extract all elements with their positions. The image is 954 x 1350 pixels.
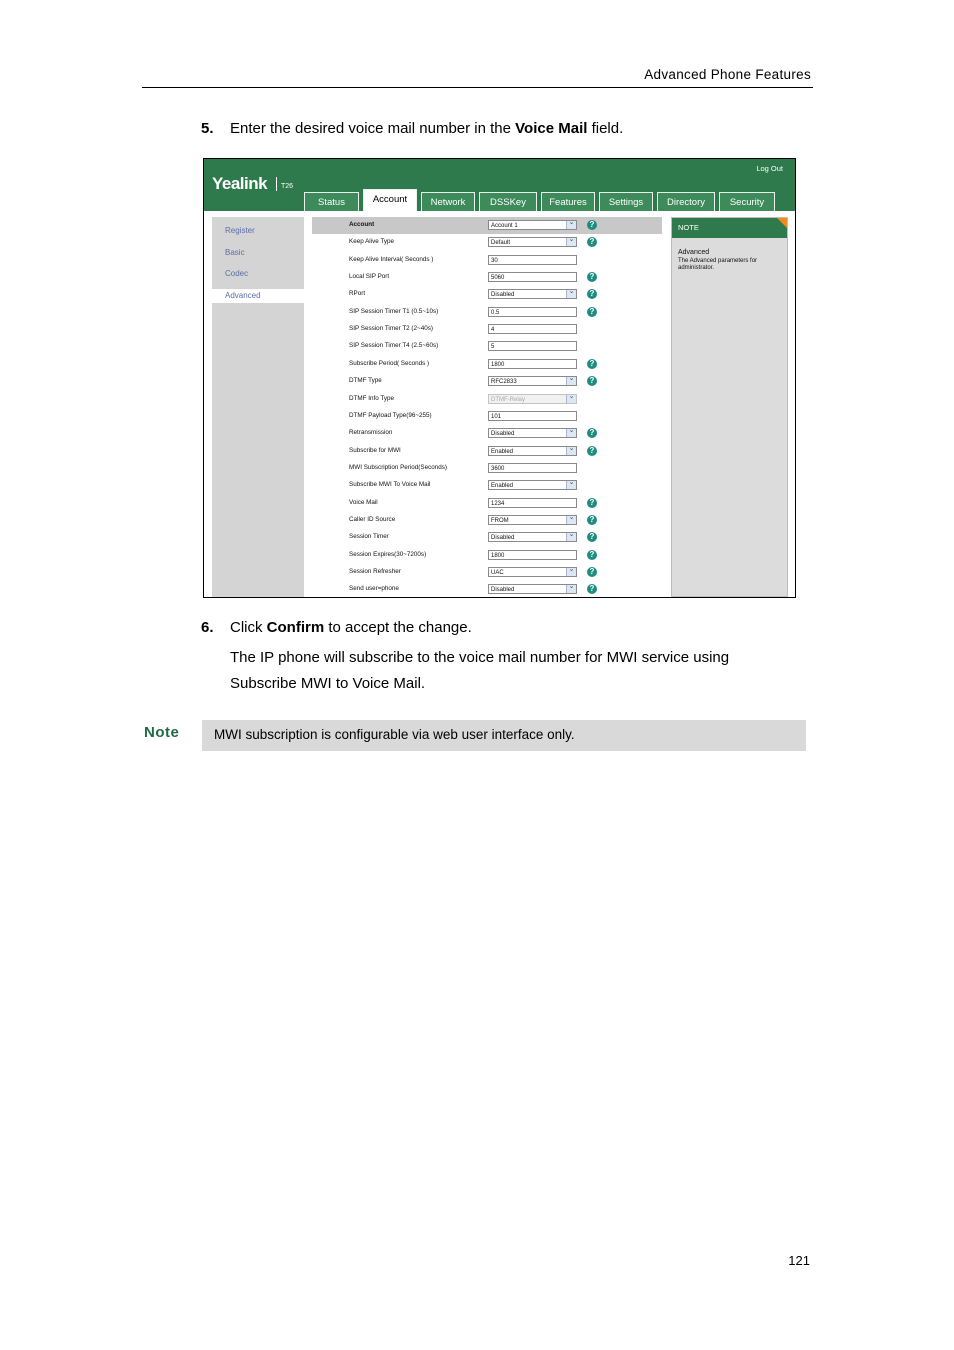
form-row [312, 252, 662, 269]
text-input[interactable]: 5 [488, 341, 577, 351]
yealink-logo: Yealink [212, 174, 268, 193]
step-5-text-after: field. [587, 120, 624, 137]
form-row-label: Subscribe for MWI [349, 446, 401, 454]
dropdown-select[interactable]: Disabled ⌄ [488, 289, 577, 299]
note-text: MWI subscription is configurable via web user interface only. [214, 727, 575, 742]
dropdown-select[interactable]: FROM ⌄ [488, 515, 577, 525]
form-row [312, 321, 662, 338]
tab-bar [304, 189, 779, 211]
form-row [312, 304, 662, 321]
help-icon[interactable]: ? [587, 550, 597, 560]
model-label: T26 [276, 177, 293, 191]
form-row [312, 286, 662, 303]
note-panel-heading: Advanced [678, 249, 710, 256]
form-row-label: Send user=phone [349, 585, 399, 593]
form-row-label: Caller ID Source [349, 515, 396, 523]
form-row-label: SIP Session Timer T4 (2.5~60s) [349, 342, 439, 350]
form-row [312, 391, 662, 408]
form-row-label: Session Refresher [349, 568, 401, 575]
web-ui-screenshot [203, 158, 796, 598]
form-row-label: Session Expires(30~7200s) [349, 550, 427, 558]
help-icon[interactable]: ? [587, 289, 597, 299]
explanation-paragraph: The IP phone will subscribe to the voice mail number for MWI service using Subscribe MWI to Voice Mail. [230, 649, 730, 692]
tab-account[interactable]: Account [363, 189, 417, 211]
note-label: Note [144, 724, 180, 741]
help-icon[interactable]: ? [587, 446, 597, 456]
help-icon[interactable]: ? [587, 237, 597, 247]
logout-link[interactable]: Log Out [756, 164, 783, 173]
step-5-text-before: Enter the desired voice mail number in the [230, 120, 516, 137]
dropdown-select[interactable]: Disabled ⌄ [488, 428, 577, 438]
text-input[interactable]: 3600 [488, 463, 577, 473]
step-5-bold: Voice Mail [515, 120, 588, 137]
form-row [312, 217, 662, 234]
step-6-bold: Confirm [266, 619, 325, 636]
form-row-label: RPort [349, 290, 366, 298]
note-box [202, 720, 806, 751]
form-row-label: Voice Mail [349, 498, 378, 506]
step-6-number: 6. [201, 619, 214, 636]
text-input[interactable]: 1800 [488, 550, 577, 560]
form-row [312, 373, 662, 390]
dropdown-select[interactable]: Disabled ⌄ [488, 584, 577, 594]
dropdown-select: DTMF-Relay ⌄ [488, 394, 577, 404]
text-input[interactable]: 1234 [488, 498, 577, 508]
form-row [312, 338, 662, 355]
form-row-label: MWI Subscription Period(Seconds) [349, 463, 447, 471]
help-icon[interactable]: ? [587, 376, 597, 386]
help-icon[interactable]: ? [587, 428, 597, 438]
form-row [312, 425, 662, 442]
form-row-label: Session Timer [349, 533, 389, 541]
form-row [312, 477, 662, 494]
text-input[interactable]: 101 [488, 411, 577, 421]
form-row-label: DTMF Payload Type(96~255) [349, 411, 432, 419]
tab-security[interactable]: Security [719, 192, 775, 211]
form-row-label: Local SIP Port [349, 273, 390, 281]
form-row [312, 460, 662, 477]
form-row-label: DTMF Type [349, 377, 382, 385]
form-row-label: Account [349, 221, 375, 228]
tab-status[interactable]: Status [304, 192, 359, 211]
help-icon[interactable]: ? [587, 272, 597, 282]
form-row [312, 269, 662, 286]
dropdown-select[interactable]: Enabled ⌄ [488, 446, 577, 456]
text-input[interactable]: 30 [488, 255, 577, 265]
dropdown-select[interactable]: Default ⌄ [488, 237, 577, 247]
help-icon[interactable]: ? [587, 532, 597, 542]
form-row [312, 408, 662, 425]
form-row-label: SIP Session Timer T2 (2~40s) [349, 325, 433, 333]
tab-dsskey[interactable]: DSSKey [479, 192, 537, 211]
sidebar-item-codec[interactable]: Codec [225, 269, 249, 278]
sidebar-item-basic[interactable]: Basic [225, 248, 245, 257]
dropdown-select[interactable]: Enabled ⌄ [488, 480, 577, 490]
form-row [312, 564, 662, 581]
form-row-label: SIP Session Timer T1 (0.5~10s) [349, 307, 439, 315]
settings-form [312, 217, 662, 597]
dropdown-select[interactable]: RFC2833 ⌄ [488, 376, 577, 386]
sidebar [212, 217, 304, 597]
form-row-label: Keep Alive Type [349, 238, 395, 246]
sidebar-item-register[interactable]: Register [225, 226, 255, 235]
form-row-label: Subscribe MWI To Voice Mail [349, 481, 431, 489]
form-row-label: DTMF Info Type [349, 394, 395, 402]
note-panel-title: NOTE [672, 218, 787, 238]
note-corner-marker [777, 218, 787, 228]
tab-directory[interactable]: Directory [657, 192, 715, 211]
text-input[interactable]: 1800 [488, 359, 577, 369]
page-header-title: Advanced Phone Features [644, 67, 811, 82]
tab-features[interactable]: Features [541, 192, 595, 211]
step-6-text-before: Click [230, 619, 267, 636]
help-icon[interactable]: ? [587, 584, 597, 594]
form-row [312, 512, 662, 529]
tab-settings[interactable]: Settings [599, 192, 653, 211]
form-row-label: Keep Alive Interval( Seconds ) [349, 255, 434, 263]
note-panel [671, 217, 788, 597]
form-row [312, 356, 662, 373]
text-input[interactable]: 5060 [488, 272, 577, 282]
sidebar-item-advanced[interactable]: Advanced [212, 289, 304, 303]
text-input[interactable]: 4 [488, 324, 577, 334]
dropdown-select[interactable]: UAC ⌄ [488, 567, 577, 577]
help-icon[interactable]: ? [587, 498, 597, 508]
text-input[interactable]: 0.5 [488, 307, 577, 317]
dropdown-select[interactable]: Account 1 ⌄ [488, 220, 577, 230]
step-5-number: 5. [201, 120, 214, 137]
page-number: 121 [788, 1253, 810, 1268]
header-rule [142, 87, 813, 88]
dropdown-select[interactable]: Disabled ⌄ [488, 532, 577, 542]
tab-network[interactable]: Network [421, 192, 475, 211]
help-icon[interactable]: ? [587, 567, 597, 577]
top-bar [204, 159, 795, 211]
form-row [312, 581, 662, 598]
form-row [312, 547, 662, 564]
form-row-label: Subscribe Period( Seconds ) [349, 359, 430, 367]
form-row [312, 443, 662, 460]
help-icon[interactable]: ? [587, 359, 597, 369]
form-row [312, 495, 662, 512]
help-icon[interactable]: ? [587, 220, 597, 230]
step-6 [201, 619, 472, 636]
note-panel-body: The Advanced parameters for administrator. [678, 258, 758, 271]
form-row [312, 234, 662, 251]
help-icon[interactable]: ? [587, 307, 597, 317]
form-row-label: Retransmission [349, 429, 393, 437]
step-6-text-after: to accept the change. [324, 619, 472, 636]
form-row [312, 529, 662, 546]
help-icon[interactable]: ? [587, 515, 597, 525]
step-5 [201, 120, 623, 137]
